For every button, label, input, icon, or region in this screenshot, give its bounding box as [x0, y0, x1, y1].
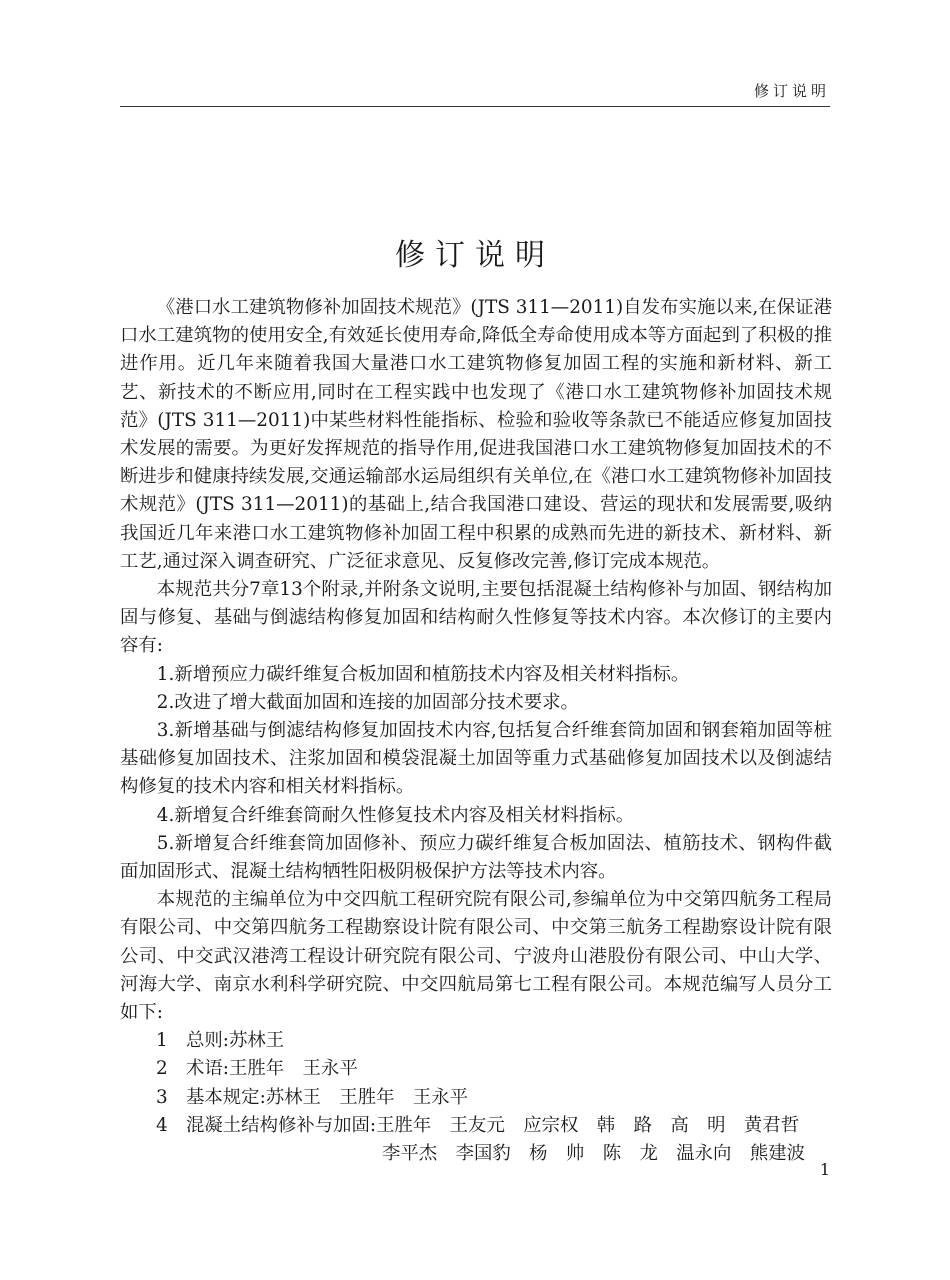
staff-chapter-number: 3 [156, 1086, 168, 1108]
paragraph-editors: 本规范的主编单位为中交四航工程研究院有限公司,参编单位为中交第四航务工程局有限公司、中交第四航务工程勘察设计院有限公司、中交第三航务工程勘察设计院有限公司、中交武汉港湾工程设计研究院有限公司、宁波舟山港股份有限公司、中山大学、河海大学、南京水利科学研究院、中交四航局第七工程有限公司。本规范编写人员分工如下: [120, 889, 832, 1024]
staff-text: 李平杰 李国豹 杨 帅 陈 龙 温永向 熊建波 [382, 1143, 805, 1165]
revision-item-4: 4.新增复合纤维套筒耐久性修复技术内容及相关材料指标。 [156, 804, 635, 826]
staff-text: 混凝土结构修补与加固:王胜年 王友元 应宗权 韩 路 高 明 黄君哲 [186, 1114, 800, 1136]
staff-row [120, 1027, 832, 1055]
running-header: 修订说明 [753, 82, 830, 100]
revision-item-2: 2.改进了增大截面加固和连接的加固部分技术要求。 [156, 691, 579, 713]
body-text [120, 294, 832, 1168]
staff-row [120, 1112, 832, 1140]
page-number: 1 [819, 1160, 830, 1179]
staff-text: 基本规定:苏林王 王胜年 王永平 [186, 1086, 469, 1108]
header-rule [120, 106, 830, 107]
revision-item-3: 3.新增基础与倒滤结构修复加固技术内容,包括复合纤维套筒加固和钢套箱加固等桩基础修复加固技术、注浆加固和模袋混凝土加固等重力式基础修复加固技术以及倒滤结构修复的技术内容和相关材料指标。 [120, 720, 832, 798]
paragraph-intro: 《港口水工建筑物修补加固技术规范》(JTS 311—2011)自发布实施以来,在保证港口水工建筑物的使用安全,有效延长使用寿命,降低全寿命使用成本等方面起到了积极的推进作用。近几年来随着我国大量港口水工建筑物修复加固工程的实施和新材料、新工艺、新技术的不断应用,同时在工程实践中也发现了《港口水工建筑物修补加固技术规范》(JTS 311—2011)中某些材料性能指标、检验和验收等条款已不能适应修复加固技术发展的需要。为更好发挥规范的指导作用,促进我国港口水工建筑物修复加固技术的不断进步和健康持续发展,交通运输部水运局组织有关单位,在《港口水工建筑物修补加固技术规范》(JTS 311—2011)的基础上,结合我国港口建设、营运的现状和发展需要,吸纳我国近几年来港口水工建筑物修补加固工程中积累的成熟而先进的新技术、新材料、新工艺,通过深入调查研究、广泛征求意见、反复修改完善,修订完成本规范。 [120, 297, 832, 572]
page-title: 修订说明 [395, 238, 555, 273]
revision-item-1: 1.新增预应力碳纤维复合板加固和植筋技术内容及相关材料指标。 [156, 663, 690, 685]
paragraph-scope: 本规范共分7章13个附录,并附条文说明,主要包括混凝土结构修补与加固、钢结构加固与修复、基础与倒滤结构修复加固和结构耐久性修复等技术内容。本次修订的主要内容有: [120, 579, 832, 657]
staff-chapter-number: 2 [156, 1058, 168, 1080]
staff-chapter-number: 1 [156, 1030, 168, 1052]
staff-text: 术语:王胜年 王永平 [186, 1058, 358, 1080]
staff-row [120, 1084, 832, 1112]
staff-row [120, 1055, 832, 1083]
revision-item-5: 5.新增复合纤维套筒加固修补、预应力碳纤维复合板加固法、植筋技术、钢构件截面加固形式、混凝土结构牺牲阳极阴极保护方法等技术内容。 [120, 832, 832, 883]
staff-text: 总则:苏林王 [186, 1030, 285, 1052]
staff-chapter-number: 4 [156, 1114, 168, 1136]
staff-row-continuation [120, 1140, 832, 1168]
